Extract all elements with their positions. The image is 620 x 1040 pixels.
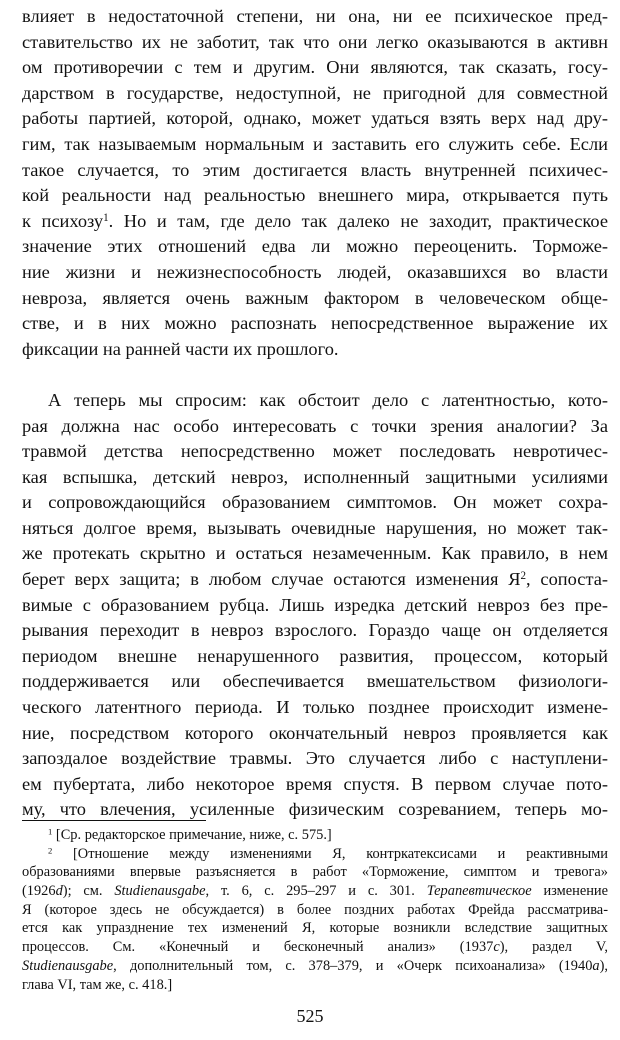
footnote-2 [22, 845, 608, 995]
text-line: невроза, является очень важным фактором в человеческом обще- [22, 287, 608, 308]
text-line: ние жизни и нежизнеспособность людей, оказавшихся во власти [22, 261, 608, 282]
paragraph-gap [22, 362, 608, 388]
footnote-line: Я (которое здесь не обсуждается) в более поздних работах Фрейда рассматрива- [22, 901, 608, 918]
text-line: ние, посредством которого окончательный невроз проявляется как [22, 722, 608, 743]
text-line: ом противоречии с тем и другим. Они являются, так сказать, госу- [22, 57, 608, 78]
text-line [22, 209, 608, 235]
text-segment: ), раздел V, [499, 939, 609, 956]
text-segment: d [55, 883, 63, 900]
footnote-1-text: [Ср. редакторское примечание, ниже, с. 575.] [52, 827, 332, 843]
text-segment: Терапевтическое [426, 883, 532, 900]
text-line: няться долгое время, вызывать очевидные нарушения, но может так- [22, 517, 608, 538]
text-line: и сопровождающийся образованием симптомов. Он может сохра- [22, 492, 608, 513]
text-line: дарством в государстве, недоступной, не пригодной для совместной [22, 82, 608, 103]
text-line: периодом внешне ненарушенного развития, процессом, который [22, 645, 608, 666]
text-segment: (1926 [22, 883, 56, 900]
text-segment: ), [599, 957, 608, 974]
text-line: кая вспышка, детский невроз, исполненный защитными усилиями [22, 466, 608, 487]
text-line: поддерживается или обеспечивается вмешательством физиологи- [22, 671, 608, 692]
text-segment: процессов. См. «Конечный и бесконечный анализ» (1937 [22, 939, 494, 956]
footnote-divider [22, 820, 206, 821]
text-line: му, что влечения, усиленные физическим созреванием, теперь мо- [22, 799, 608, 820]
footnote-2-number: 2 [48, 844, 53, 855]
text-segment: ); см. [62, 883, 115, 900]
text-line: ческого латентного периода. И только позднее происходит измене- [22, 697, 608, 718]
text-segment: берет верх защита; в любом случае остаются изменения Я [22, 569, 521, 590]
text-line: ем пубертата, либо некоторое время спустя. В первом случае пото- [22, 773, 608, 794]
footnote-line [22, 938, 608, 957]
text-segment: a [592, 957, 600, 974]
text-segment: , дополнительный том, с. 378–379, и «Очерк психоанализа» (1940 [113, 957, 593, 974]
footnote-line [22, 882, 608, 901]
text-line: вимые с образованием рубца. Лишь изредка детский невроз без пре- [22, 594, 608, 615]
text-segment: . Но и там, где дело так далеко не заходит, практическое [108, 210, 608, 231]
text-segment: к психозу [22, 210, 104, 231]
text-line: запоздалое воздействие травмы. Это случается либо с наступлени- [22, 748, 608, 769]
text-segment: изменение [531, 883, 608, 900]
paragraph-1 [22, 4, 608, 362]
text-line: рая должна нас особо интересовать с точки зрения аналогии? За [22, 415, 608, 436]
footnote-line: ется как упразднение тех изменений Я, которые возникли вследствие защитных [22, 920, 608, 937]
footnote-marker-2[interactable]: 2 [520, 570, 527, 582]
text-segment: , сопоста- [526, 569, 608, 590]
text-line: А теперь мы спросим: как обстоит дело с латентностью, кото- [48, 389, 608, 410]
text-line: стве, и в них можно распознать непосредственное выражение их [22, 313, 608, 334]
text-line: работы партией, которой, однако, может удаться взять верх над дру- [22, 108, 608, 129]
footnote-line [22, 957, 608, 976]
paragraph-2 [22, 388, 608, 823]
text-segment: [Отношение между изменениями Я, контркатексисами и реактивными [52, 845, 608, 862]
text-line: влияет в недостаточной степени, ни она, ни ее психическое пред- [22, 6, 608, 26]
footnote-line [22, 845, 608, 864]
main-text [22, 4, 608, 823]
text-line [22, 567, 608, 593]
text-line: такое случается, то этим достигается власть внутренней психичес- [22, 159, 608, 180]
text-segment: , т. 6, с. 295–297 и с. 301. [205, 883, 427, 900]
text-line: гим, так называемым нормальным и заставить его служить себе. Если [22, 133, 608, 154]
text-line: ставительство их не заботит, так что они легко оказываются в активн [22, 31, 608, 52]
text-line: же протекать скрытно и остаться незамеченным. Как правило, в нем [22, 543, 608, 564]
footnote-line: образованиями впервые разъясняется в работ «Торможение, симптом и тревога» [22, 864, 608, 881]
text-segment: Studienausgabe [22, 957, 114, 974]
footnote-1 [22, 826, 608, 845]
footnote-line: глава VI, там же, с. 418.] [22, 976, 173, 993]
text-line: значение этих отношений едва ли можно переоценить. Торможе- [22, 236, 608, 257]
text-line: фиксации на ранней части их прошлого. [22, 338, 339, 359]
text-line: рывания переходит в невроз взрослого. Гораздо чаще он отделяется [22, 620, 608, 641]
text-segment: c [493, 939, 500, 956]
footnote-marker-1[interactable]: 1 [103, 211, 109, 224]
page-number: 525 [296, 1006, 324, 1026]
text-line: кой реальности над реальностью внешнего мира, открывается путь [22, 185, 608, 206]
footnote-1-number: 1 [48, 826, 53, 837]
text-line: травмой детства непосредственно может последовать невротичес- [22, 441, 608, 462]
text-segment: Studienausgabe [114, 883, 206, 900]
footnotes [22, 826, 608, 994]
